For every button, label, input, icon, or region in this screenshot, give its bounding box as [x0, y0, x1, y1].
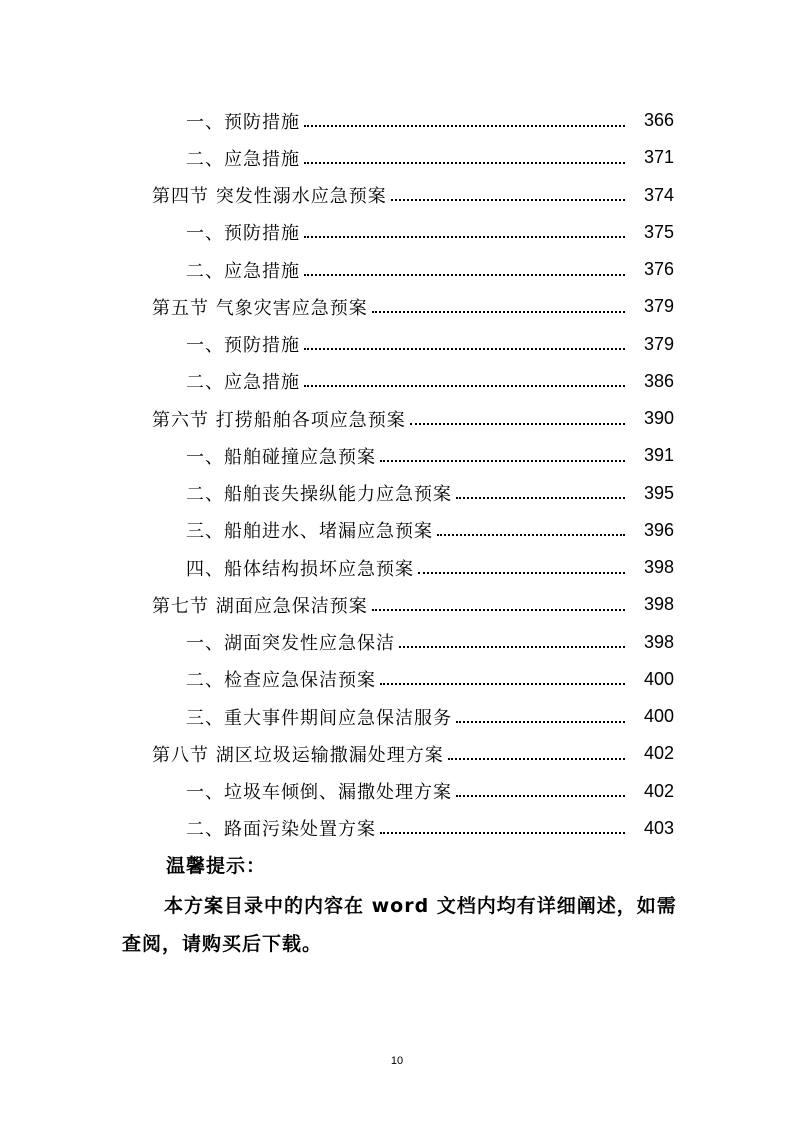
toc-entry-page-number: 390 — [643, 408, 674, 429]
tip-body: 本方案目录中的内容在 word 文档内均有详细阐述，如需查阅，请购买后下载。 — [122, 895, 677, 955]
toc-leader-dots — [418, 559, 625, 577]
toc-entry-label: 一、预防措施 — [186, 335, 300, 357]
toc-leader-dots — [304, 112, 625, 130]
toc-subsection-entry[interactable] — [0, 549, 794, 586]
toc-entry-page-number: 402 — [643, 780, 674, 801]
toc-entry-page-number: 375 — [643, 221, 674, 242]
toc-subsection-entry[interactable] — [0, 661, 794, 698]
toc-entry-page-number: 386 — [643, 370, 674, 391]
toc-entry-page-number: 398 — [643, 594, 674, 615]
toc-leader-dots — [304, 223, 625, 241]
toc-entry-page-number: 396 — [643, 519, 674, 540]
toc-entry-label: 一、船舶碰撞应急预案 — [186, 446, 376, 468]
toc-leader-dots — [399, 633, 625, 651]
toc-leader-dots — [380, 819, 625, 837]
toc-section-entry[interactable] — [0, 400, 794, 437]
toc-leader-dots — [304, 335, 625, 353]
toc-leader-dots — [410, 410, 625, 428]
toc-leader-dots — [391, 186, 625, 204]
toc-entry-label: 第四节 突发性溺水应急预案 — [152, 186, 387, 208]
toc-leader-dots — [448, 745, 625, 763]
toc-subsection-entry[interactable] — [0, 475, 794, 512]
toc-leader-dots — [456, 708, 625, 726]
toc-entry-page-number: 371 — [643, 147, 674, 168]
tip-title: 温馨提示： — [166, 855, 267, 877]
toc-entry-page-number: 379 — [643, 333, 674, 354]
toc-entry-page-number: 391 — [643, 445, 674, 466]
toc-subsection-entry[interactable] — [0, 698, 794, 735]
toc-entry-label: 第七节 湖面应急保洁预案 — [152, 595, 368, 617]
toc-subsection-entry[interactable] — [0, 326, 794, 363]
toc-leader-dots — [380, 447, 625, 465]
toc-entry-label: 三、船舶进水、堵漏应急预案 — [186, 521, 433, 543]
toc-entry-page-number: 400 — [643, 668, 674, 689]
toc-subsection-entry[interactable] — [0, 512, 794, 549]
table-of-contents — [0, 102, 794, 847]
toc-section-entry[interactable] — [0, 288, 794, 325]
toc-entry-label: 一、预防措施 — [186, 111, 300, 133]
toc-section-entry[interactable] — [0, 735, 794, 772]
toc-entry-label: 第五节 气象灾害应急预案 — [152, 297, 368, 319]
toc-subsection-entry[interactable] — [0, 810, 794, 847]
toc-entry-label: 二、检查应急保洁预案 — [186, 670, 376, 692]
toc-entry-label: 二、应急措施 — [186, 260, 300, 282]
toc-entry-label: 一、预防措施 — [186, 223, 300, 245]
toc-entry-label: 四、船体结构损坏应急预案 — [186, 558, 414, 580]
toc-entry-page-number: 374 — [643, 184, 674, 205]
toc-subsection-entry[interactable] — [0, 363, 794, 400]
toc-entry-label: 第八节 湖区垃圾运输撒漏处理方案 — [152, 744, 444, 766]
toc-entry-label: 一、垃圾车倾倒、漏撒处理方案 — [186, 782, 452, 804]
toc-subsection-entry[interactable] — [0, 102, 794, 139]
toc-leader-dots — [456, 484, 625, 502]
toc-leader-dots — [372, 596, 625, 614]
toc-entry-page-number: 400 — [643, 706, 674, 727]
toc-subsection-entry[interactable] — [0, 773, 794, 810]
toc-entry-label: 一、湖面突发性应急保洁 — [186, 633, 395, 655]
toc-entry-label: 第六节 打捞船舶各项应急预案 — [152, 409, 406, 431]
toc-subsection-entry[interactable] — [0, 624, 794, 661]
toc-entry-label: 二、路面污染处置方案 — [186, 819, 376, 841]
toc-section-entry[interactable] — [0, 177, 794, 214]
toc-subsection-entry[interactable] — [0, 437, 794, 474]
toc-leader-dots — [304, 261, 625, 279]
toc-leader-dots — [304, 372, 625, 390]
toc-entry-page-number: 376 — [643, 259, 674, 280]
toc-leader-dots — [437, 521, 625, 539]
toc-entry-label: 二、船舶丧失操纵能力应急预案 — [186, 484, 452, 506]
toc-subsection-entry[interactable] — [0, 251, 794, 288]
toc-entry-label: 二、应急措施 — [186, 372, 300, 394]
toc-leader-dots — [372, 298, 625, 316]
toc-entry-page-number: 402 — [643, 743, 674, 764]
toc-entry-page-number: 379 — [643, 296, 674, 317]
toc-section-entry[interactable] — [0, 586, 794, 623]
toc-entry-page-number: 403 — [643, 817, 674, 838]
toc-leader-dots — [456, 782, 625, 800]
toc-entry-page-number: 398 — [643, 631, 674, 652]
toc-entry-page-number: 395 — [643, 482, 674, 503]
toc-leader-dots — [304, 149, 625, 167]
toc-entry-label: 二、应急措施 — [186, 148, 300, 170]
toc-entry-label: 三、重大事件期间应急保洁服务 — [186, 707, 452, 729]
toc-subsection-entry[interactable] — [0, 214, 794, 251]
toc-leader-dots — [380, 670, 625, 688]
page-number: 10 — [390, 1055, 404, 1067]
toc-entry-page-number: 398 — [643, 557, 674, 578]
toc-entry-page-number: 366 — [643, 110, 674, 131]
toc-subsection-entry[interactable] — [0, 139, 794, 176]
